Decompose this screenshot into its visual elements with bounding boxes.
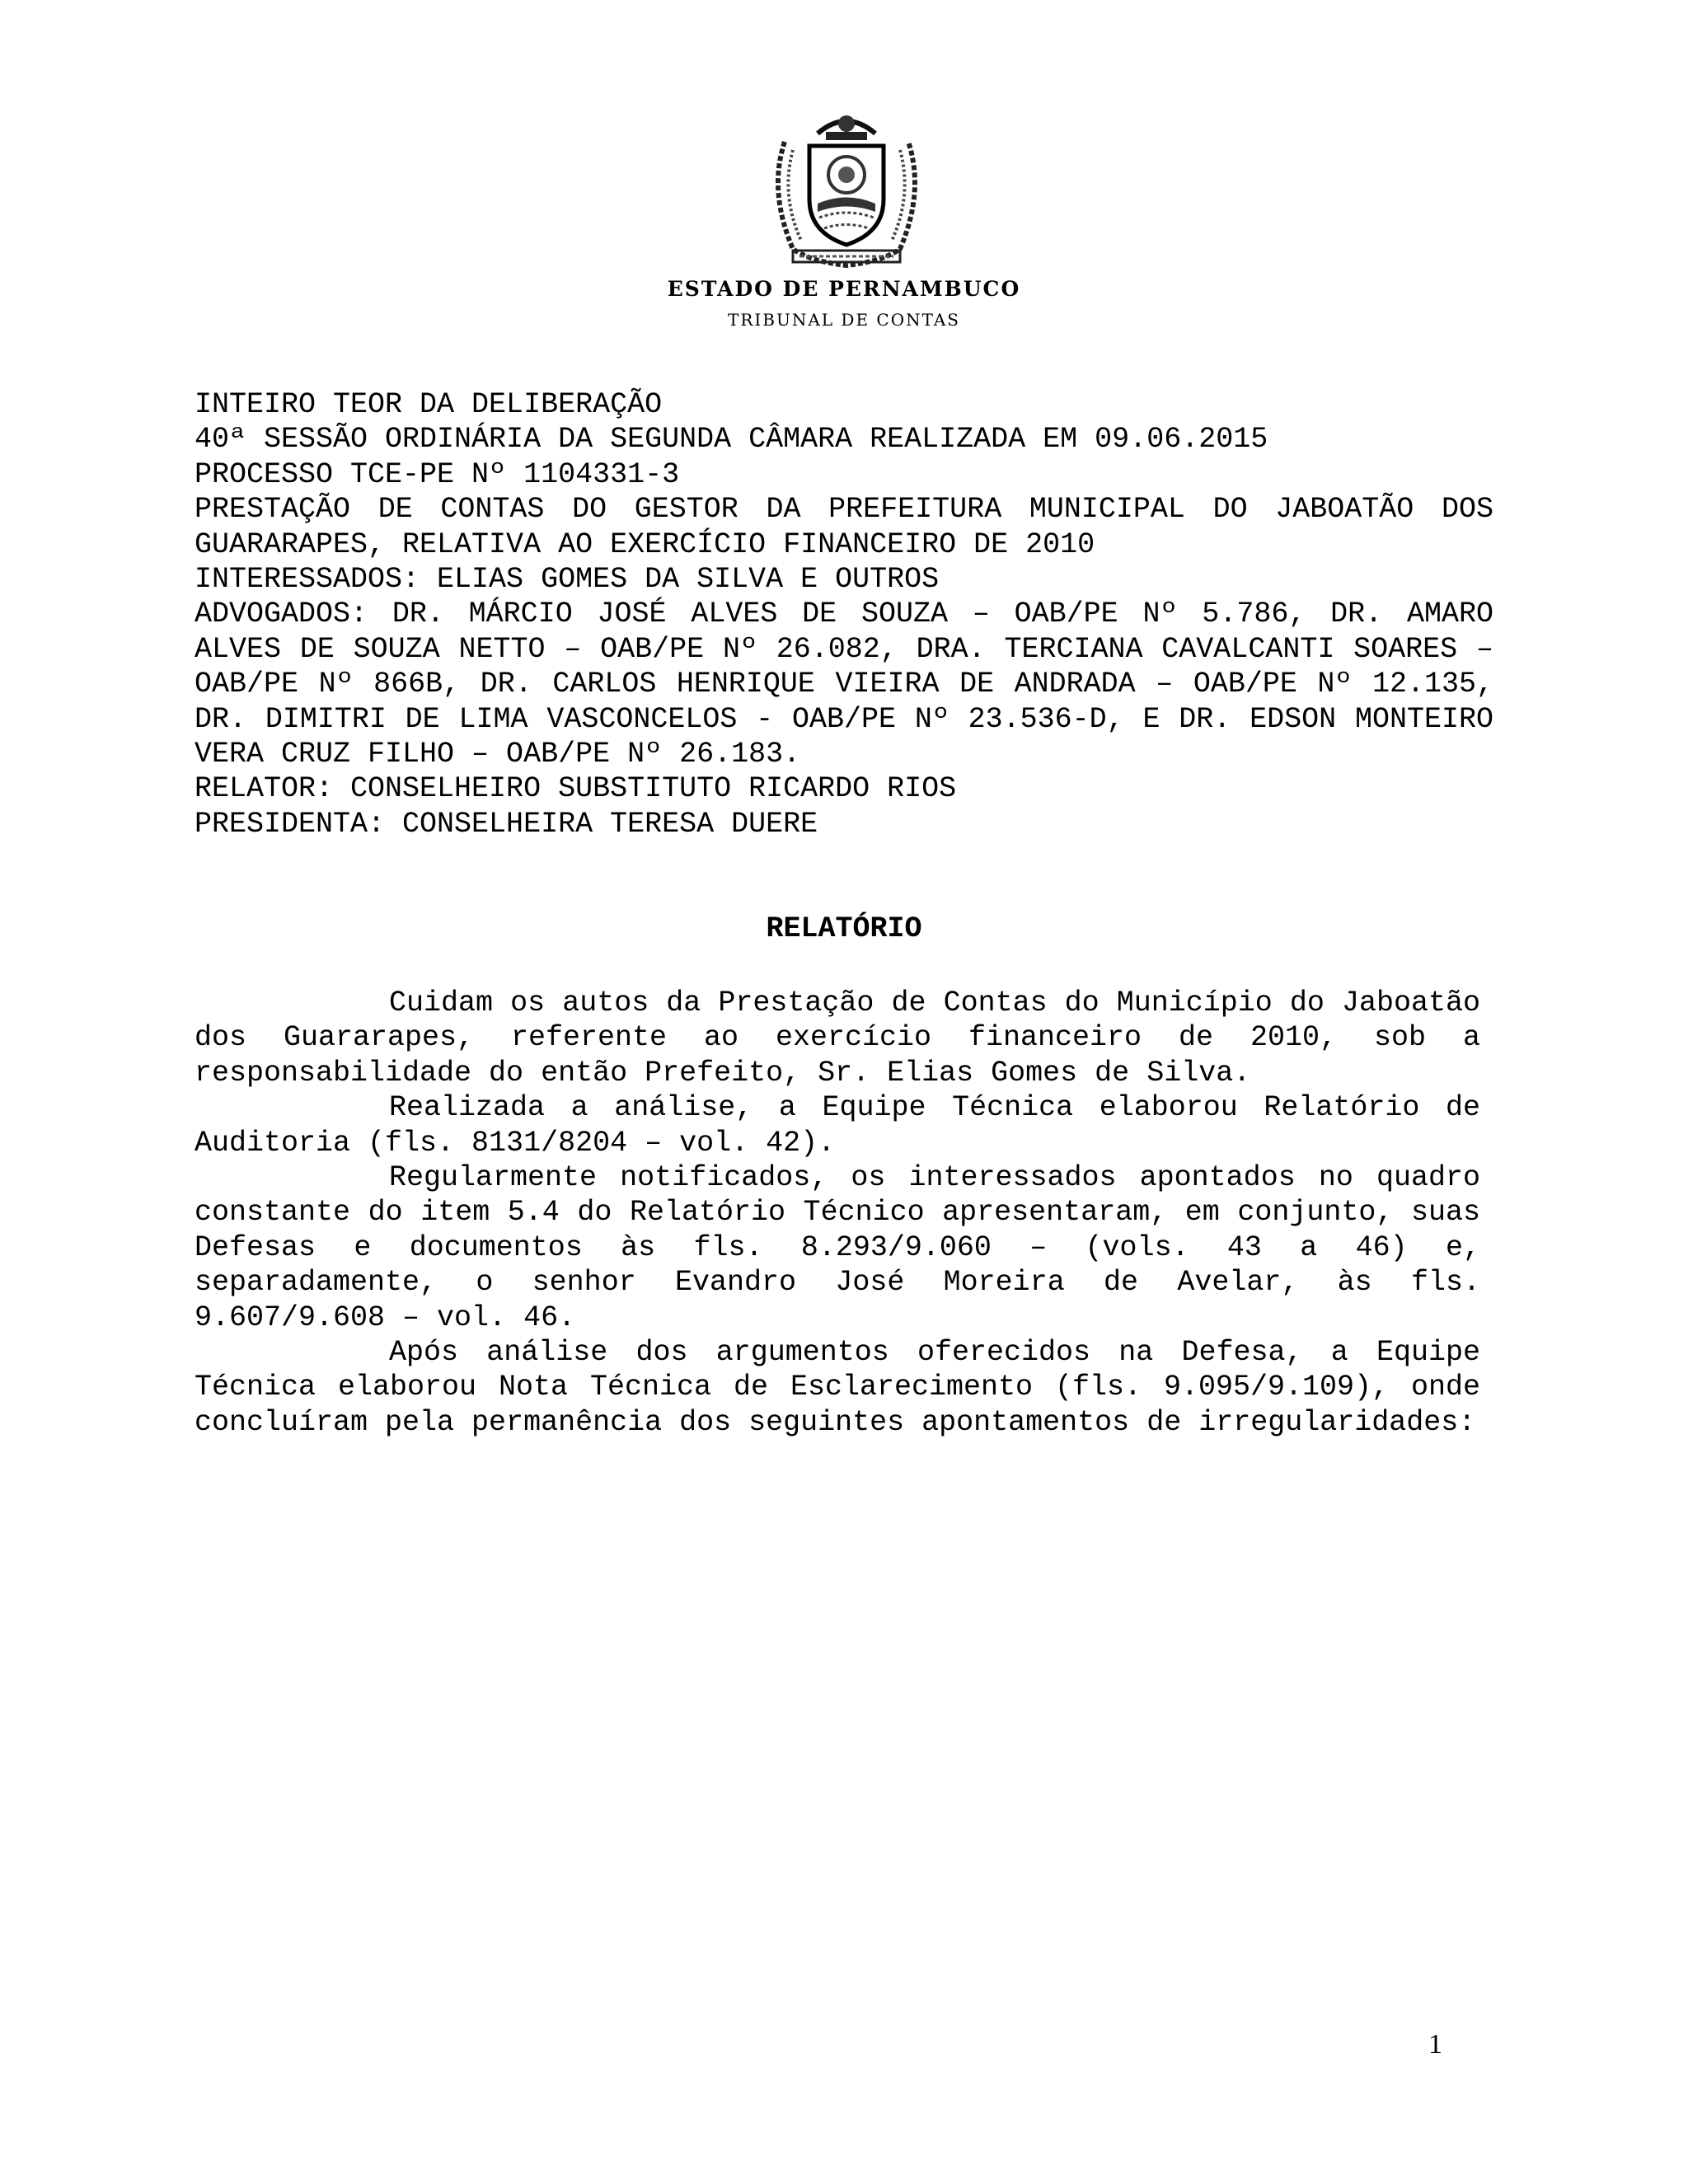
report-paragraph: Realizada a análise, a Equipe Técnica elaborou Relatório de Auditoria (fls. 8131/8204 – vol. 42). [195,1091,1480,1160]
coat-of-arms-icon [760,109,933,269]
rapporteur-line: RELATOR: CONSELHEIRO SUBSTITUTO RICARDO RIOS [195,772,957,806]
report-body [195,986,1480,1440]
report-paragraph: Cuidam os autos da Prestação de Contas do Município do Jaboatão dos Guararapes, referente ao exercício financeiro de 2010, sob a responsabilidade do então Prefeito, Sr. Elias Gomes de Silva. [195,987,1480,1090]
report-heading: RELATÓRIO [766,912,922,945]
process-number: PROCESSO TCE-PE Nº 1104331-3 [195,457,680,491]
interested-line: INTERESSADOS: ELIAS GOMES DA SILVA E OUTROS [195,563,940,597]
president-line: PRESIDENTA: CONSELHEIRA TERESA DUERE [195,807,818,841]
state-name: ESTADO DE PERNAMBUCO [667,277,1021,301]
deliberation-title: INTEIRO TEOR DA DELIBERAÇÃO [195,388,663,421]
report-paragraph: Após análise dos argumentos oferecidos na Defesa, a Equipe Técnica elaborou Nota Técnica de Esclarecimento (fls. 9.095/9.109), onde concluíram pela permanência dos seguintes apontamentos de irregularidades: [195,1336,1480,1439]
page-number: 1 [1428,2029,1442,2060]
subject-line: PRESTAÇÃO DE CONTAS DO GESTOR DA PREFEITURA MUNICIPAL DO JABOATÃO DOS GUARARAPES, RELATIVA AO EXERCÍCIO FINANCEIRO DE 2010 [195,493,1493,561]
session-line: 40ª SESSÃO ORDINÁRIA DA SEGUNDA CÂMARA REALIZADA EM 09.06.2015 [195,423,1268,457]
lawyers-line: ADVOGADOS: DR. MÁRCIO JOSÉ ALVES DE SOUZA – OAB/PE Nº 5.786, DR. AMARO ALVES DE SOUZA NETTO – OAB/PE Nº 26.082, DRA. TERCIANA CAVALCANTI SOARES – OAB/PE Nº 866B, DR. CARLOS HENRIQUE VIEIRA DE ANDRADA – OAB/PE Nº 12.135, DR. DIMITRI DE LIMA VASCONCELOS - OAB/PE Nº 23.536-D, E DR. EDSON MONTEIRO VERA CRUZ FILHO – OAB/PE Nº 26.183. [195,598,1493,771]
report-paragraph: Regularmente notificados, os interessados apontados no quadro constante do item 5.4 do Relatório Técnico apresentaram, em conjunto, suas Defesas e documentos às fls. 8.293/9.060 – (vols. 43 a 46) e, separadamente, o senhor Evandro José Moreira de Avelar, às fls. 9.607/9.608 – vol. 46. [195,1161,1480,1334]
court-name: TRIBUNAL DE CONTAS [727,310,960,330]
deliberation-header [195,387,1493,841]
